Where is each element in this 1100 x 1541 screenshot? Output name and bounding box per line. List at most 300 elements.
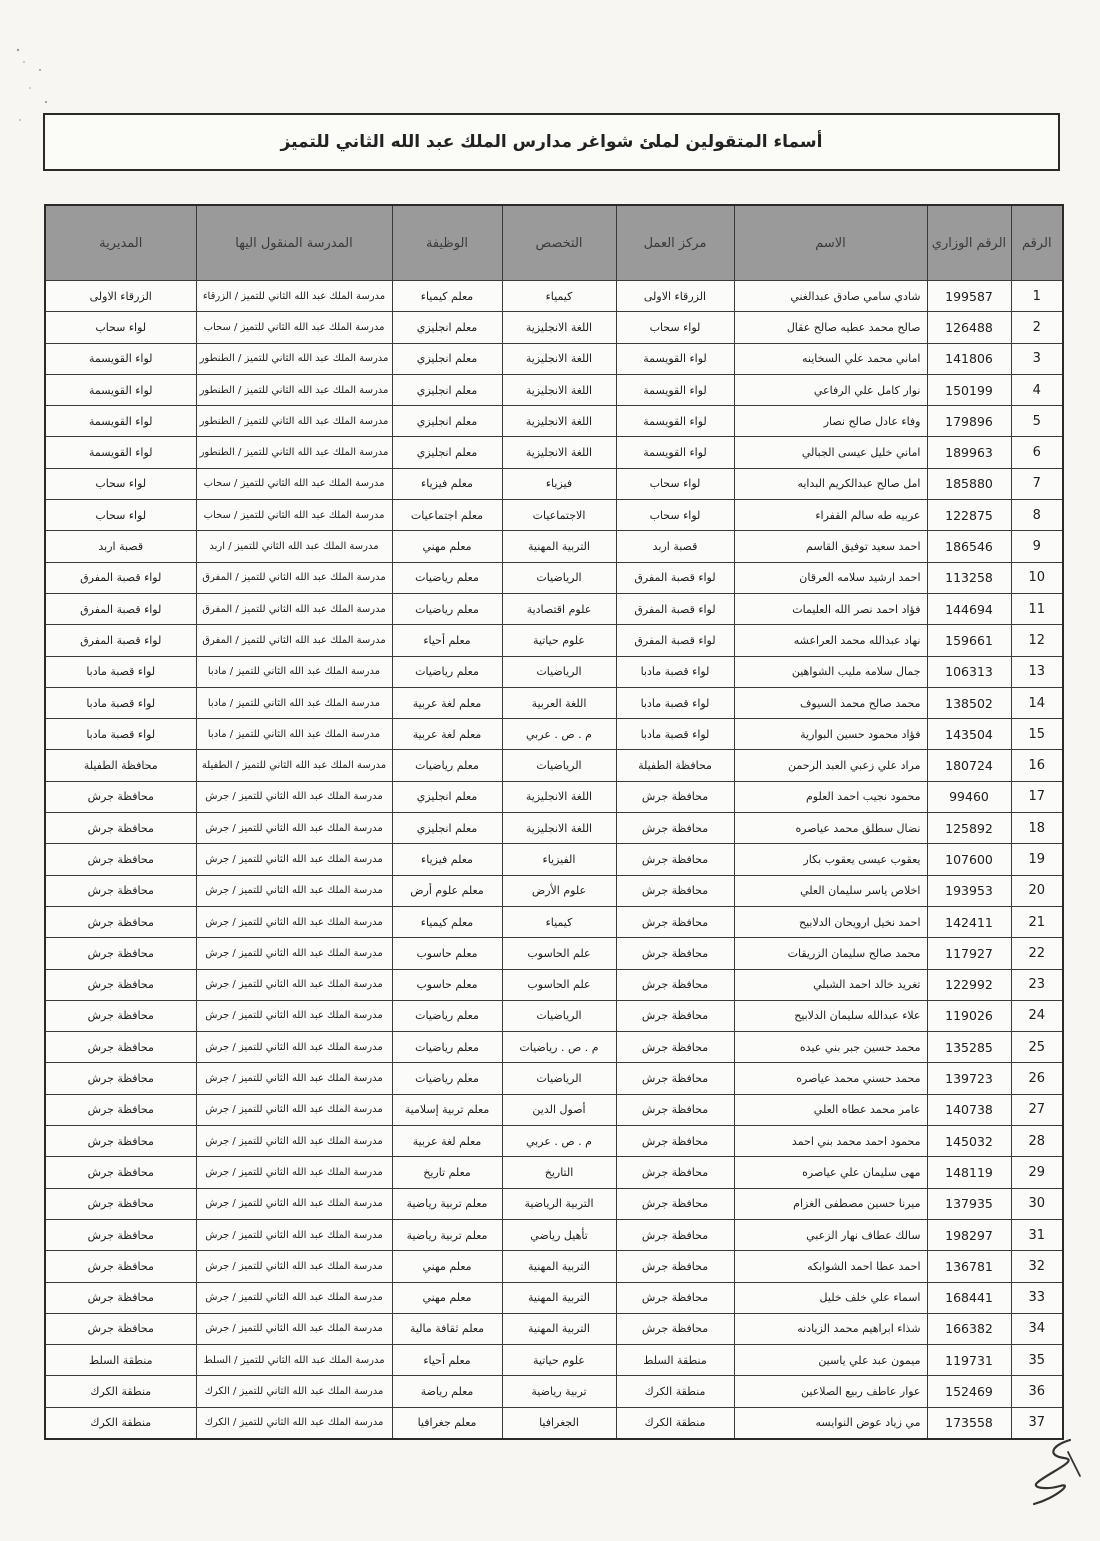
job-title-cell: معلم رياضيات	[392, 1000, 502, 1031]
specialization-cell: م . ص . رياضيات	[502, 1032, 616, 1063]
directorate-cell: محافظة جرش	[45, 844, 196, 875]
row-number-cell: 23	[1011, 969, 1063, 1000]
national-id-cell: 148119	[927, 1157, 1011, 1188]
row-number-cell: 22	[1011, 938, 1063, 969]
directorate-cell: لواء قصبة المفرق	[45, 593, 196, 624]
directorate-cell: محافظة جرش	[45, 1126, 196, 1157]
destination-school-cell: مدرسة الملك عبد الله الثاني للتميز / جرش	[196, 1157, 392, 1188]
national-id-cell: 145032	[927, 1126, 1011, 1157]
table-row	[45, 531, 1063, 562]
work-center-cell: محافظة جرش	[616, 1251, 734, 1282]
employee-name-cell: نهاد عبدالله محمد العراعشه	[734, 625, 927, 656]
title-box	[43, 113, 1060, 171]
national-id-cell: 119731	[927, 1345, 1011, 1376]
destination-school-cell: مدرسة الملك عبد الله الثاني للتميز / اربد	[196, 531, 392, 562]
employee-name-cell: احمد عطا احمد الشوابكه	[734, 1251, 927, 1282]
specialization-cell: اللغة الانجليزية	[502, 312, 616, 343]
row-number-cell: 24	[1011, 1000, 1063, 1031]
job-title-cell: معلم مهني	[392, 531, 502, 562]
table-header-row	[45, 205, 1063, 281]
row-number-cell: 37	[1011, 1407, 1063, 1439]
table-row	[45, 593, 1063, 624]
row-number-cell: 33	[1011, 1282, 1063, 1313]
national-id-cell: 168441	[927, 1282, 1011, 1313]
destination-school-cell: مدرسة الملك عبد الله الثاني للتميز / مادبا	[196, 719, 392, 750]
table-row	[45, 844, 1063, 875]
work-center-cell: محافظة جرش	[616, 844, 734, 875]
directorate-cell: محافظة جرش	[45, 1157, 196, 1188]
row-number-cell: 5	[1011, 406, 1063, 437]
table-row	[45, 687, 1063, 718]
row-number-cell: 13	[1011, 656, 1063, 687]
row-number-cell: 4	[1011, 374, 1063, 405]
work-center-cell: لواء قصبة مادبا	[616, 719, 734, 750]
signature-mark	[1020, 1432, 1100, 1512]
directorate-cell: لواء قصبة المفرق	[45, 625, 196, 656]
national-id-cell: 119026	[927, 1000, 1011, 1031]
table-row	[45, 781, 1063, 812]
work-center-cell: منطقة السلط	[616, 1345, 734, 1376]
employee-name-cell: احمد سعيد توفيق القاسم	[734, 531, 927, 562]
row-number-cell: 9	[1011, 531, 1063, 562]
destination-school-cell: مدرسة الملك عبد الله الثاني للتميز / جرش	[196, 906, 392, 937]
specialization-cell: علوم حياتية	[502, 625, 616, 656]
work-center-cell: محافظة جرش	[616, 1188, 734, 1219]
specialization-cell: التربية المهنية	[502, 1282, 616, 1313]
work-center-cell: قصبة اربد	[616, 531, 734, 562]
employee-name-cell: عامر محمد عطاه العلي	[734, 1094, 927, 1125]
row-number-cell: 17	[1011, 781, 1063, 812]
table-row	[45, 1376, 1063, 1407]
destination-school-cell: مدرسة الملك عبد الله الثاني للتميز / جرش	[196, 813, 392, 844]
directorate-cell: محافظة جرش	[45, 781, 196, 812]
row-number-cell: 11	[1011, 593, 1063, 624]
employee-name-cell: وفاء عادل صالح نصار	[734, 406, 927, 437]
work-center-cell: محافظة جرش	[616, 1219, 734, 1250]
work-center-cell: لواء القويسمة	[616, 406, 734, 437]
employee-name-cell: يعقوب عيسى يعقوب بكار	[734, 844, 927, 875]
job-title-cell: معلم اجتماعيات	[392, 500, 502, 531]
table-row	[45, 813, 1063, 844]
header-cell: التخصص	[502, 205, 616, 281]
specialization-cell: كيمياء	[502, 906, 616, 937]
national-id-cell: 142411	[927, 906, 1011, 937]
national-id-cell: 140738	[927, 1094, 1011, 1125]
destination-school-cell: مدرسة الملك عبد الله الثاني للتميز / جرش	[196, 1032, 392, 1063]
national-id-cell: 138502	[927, 687, 1011, 718]
directorate-cell: منطقة الكرك	[45, 1376, 196, 1407]
employee-name-cell: محمد صالح سليمان الزريقات	[734, 938, 927, 969]
transfer-table	[44, 204, 1064, 1440]
job-title-cell: معلم رياضة	[392, 1376, 502, 1407]
specialization-cell: اللغة العربية	[502, 687, 616, 718]
specialization-cell: علوم حياتية	[502, 1345, 616, 1376]
specialization-cell: فيزياء	[502, 468, 616, 499]
work-center-cell: محافظة جرش	[616, 906, 734, 937]
row-number-cell: 16	[1011, 750, 1063, 781]
header-cell: مركز العمل	[616, 205, 734, 281]
employee-name-cell: محمد صالح محمد السيوف	[734, 687, 927, 718]
job-title-cell: معلم رياضيات	[392, 562, 502, 593]
destination-school-cell: مدرسة الملك عبد الله الثاني للتميز / السلط	[196, 1345, 392, 1376]
job-title-cell: معلم كيمياء	[392, 906, 502, 937]
national-id-cell: 179896	[927, 406, 1011, 437]
employee-name-cell: محمود نجيب احمد العلوم	[734, 781, 927, 812]
specialization-cell: التربية المهنية	[502, 531, 616, 562]
specialization-cell: علم الحاسوب	[502, 938, 616, 969]
row-number-cell: 12	[1011, 625, 1063, 656]
directorate-cell: لواء سحاب	[45, 468, 196, 499]
job-title-cell: معلم رياضيات	[392, 656, 502, 687]
employee-name-cell: احمد ارشيد سلامه العرقان	[734, 562, 927, 593]
table-row	[45, 1000, 1063, 1031]
table-row	[45, 1313, 1063, 1344]
employee-name-cell: تغريد خالد احمد الشبلي	[734, 969, 927, 1000]
job-title-cell: معلم لغة عربية	[392, 1126, 502, 1157]
directorate-cell: منطقة السلط	[45, 1345, 196, 1376]
row-number-cell: 35	[1011, 1345, 1063, 1376]
employee-name-cell: اسماء علي خلف خليل	[734, 1282, 927, 1313]
table-row	[45, 1251, 1063, 1282]
destination-school-cell: مدرسة الملك عبد الله الثاني للتميز / الكرك	[196, 1376, 392, 1407]
row-number-cell: 31	[1011, 1219, 1063, 1250]
employee-name-cell: امل صالح عبدالكريم البدايه	[734, 468, 927, 499]
header-cell: المديرية	[45, 205, 196, 281]
national-id-cell: 143504	[927, 719, 1011, 750]
national-id-cell: 152469	[927, 1376, 1011, 1407]
table-row	[45, 938, 1063, 969]
national-id-cell: 136781	[927, 1251, 1011, 1282]
national-id-cell: 198297	[927, 1219, 1011, 1250]
directorate-cell: لواء القويسمة	[45, 437, 196, 468]
specialization-cell: التاريخ	[502, 1157, 616, 1188]
destination-school-cell: مدرسة الملك عبد الله الثاني للتميز / الزرقاء	[196, 281, 392, 312]
national-id-cell: 122875	[927, 500, 1011, 531]
work-center-cell: لواء سحاب	[616, 500, 734, 531]
employee-name-cell: اخلاص ياسر سليمان العلي	[734, 875, 927, 906]
row-number-cell: 10	[1011, 562, 1063, 593]
employee-name-cell: محمود احمد محمد بني احمد	[734, 1126, 927, 1157]
job-title-cell: معلم جغرافيا	[392, 1407, 502, 1439]
table-row	[45, 406, 1063, 437]
specialization-cell: الرياضيات	[502, 562, 616, 593]
work-center-cell: محافظة جرش	[616, 875, 734, 906]
row-number-cell: 34	[1011, 1313, 1063, 1344]
national-id-cell: 185880	[927, 468, 1011, 499]
job-title-cell: معلم حاسوب	[392, 969, 502, 1000]
national-id-cell: 173558	[927, 1407, 1011, 1439]
employee-name-cell: مهى سليمان علي عياصره	[734, 1157, 927, 1188]
destination-school-cell: مدرسة الملك عبد الله الثاني للتميز / جرش	[196, 1313, 392, 1344]
national-id-cell: 141806	[927, 343, 1011, 374]
national-id-cell: 113258	[927, 562, 1011, 593]
national-id-cell: 144694	[927, 593, 1011, 624]
directorate-cell: الزرقاء الاولى	[45, 281, 196, 312]
destination-school-cell: مدرسة الملك عبد الله الثاني للتميز / جرش	[196, 1000, 392, 1031]
employee-name-cell: محمد حسين جبر بني عيده	[734, 1032, 927, 1063]
header-cell: الرقم	[1011, 205, 1063, 281]
employee-name-cell: فؤاد محمود حسين البوارية	[734, 719, 927, 750]
destination-school-cell: مدرسة الملك عبد الله الثاني للتميز / جرش	[196, 1094, 392, 1125]
directorate-cell: قصبة اربد	[45, 531, 196, 562]
directorate-cell: لواء القويسمة	[45, 406, 196, 437]
work-center-cell: محافظة جرش	[616, 1094, 734, 1125]
row-number-cell: 2	[1011, 312, 1063, 343]
job-title-cell: معلم ثقافة مالية	[392, 1313, 502, 1344]
destination-school-cell: مدرسة الملك عبد الله الثاني للتميز / جرش	[196, 1126, 392, 1157]
header-cell: الرقم الوزاري	[927, 205, 1011, 281]
national-id-cell: 159661	[927, 625, 1011, 656]
job-title-cell: معلم رياضيات	[392, 593, 502, 624]
national-id-cell: 139723	[927, 1063, 1011, 1094]
specialization-cell: الفيزياء	[502, 844, 616, 875]
employee-name-cell: نضال سطلق محمد عياصره	[734, 813, 927, 844]
row-number-cell: 18	[1011, 813, 1063, 844]
table-row	[45, 1188, 1063, 1219]
employee-name-cell: احمد نخيل ارويحان الدلابيح	[734, 906, 927, 937]
table-row	[45, 1157, 1063, 1188]
row-number-cell: 1	[1011, 281, 1063, 312]
destination-school-cell: مدرسة الملك عبد الله الثاني للتميز / مادبا	[196, 687, 392, 718]
work-center-cell: الزرقاء الاولى	[616, 281, 734, 312]
destination-school-cell: مدرسة الملك عبد الله الثاني للتميز / الطنطور	[196, 343, 392, 374]
national-id-cell: 150199	[927, 374, 1011, 405]
destination-school-cell: مدرسة الملك عبد الله الثاني للتميز / المفرق	[196, 625, 392, 656]
specialization-cell: الرياضيات	[502, 750, 616, 781]
destination-school-cell: مدرسة الملك عبد الله الثاني للتميز / المفرق	[196, 562, 392, 593]
job-title-cell: معلم انجليزي	[392, 781, 502, 812]
job-title-cell: معلم فيزياء	[392, 844, 502, 875]
work-center-cell: محافظة جرش	[616, 1032, 734, 1063]
national-id-cell: 117927	[927, 938, 1011, 969]
directorate-cell: محافظة جرش	[45, 1251, 196, 1282]
header-cell: المدرسة المنقول اليها	[196, 205, 392, 281]
directorate-cell: لواء القويسمة	[45, 343, 196, 374]
directorate-cell: لواء قصبة مادبا	[45, 719, 196, 750]
specialization-cell: أصول الدين	[502, 1094, 616, 1125]
job-title-cell: معلم مهني	[392, 1251, 502, 1282]
table-row	[45, 1126, 1063, 1157]
work-center-cell: محافظة جرش	[616, 813, 734, 844]
directorate-cell: محافظة جرش	[45, 1219, 196, 1250]
job-title-cell: معلم فيزياء	[392, 468, 502, 499]
specialization-cell: الرياضيات	[502, 1063, 616, 1094]
job-title-cell: معلم مهني	[392, 1282, 502, 1313]
destination-school-cell: مدرسة الملك عبد الله الثاني للتميز / جرش	[196, 969, 392, 1000]
specialization-cell: اللغة الانجليزية	[502, 406, 616, 437]
row-number-cell: 26	[1011, 1063, 1063, 1094]
work-center-cell: منطقة الكرك	[616, 1376, 734, 1407]
table-body	[45, 281, 1063, 1439]
table-row	[45, 500, 1063, 531]
job-title-cell: معلم تربية رياضية	[392, 1188, 502, 1219]
directorate-cell: منطقة الكرك	[45, 1407, 196, 1439]
row-number-cell: 25	[1011, 1032, 1063, 1063]
national-id-cell: 122992	[927, 969, 1011, 1000]
destination-school-cell: مدرسة الملك عبد الله الثاني للتميز / جرش	[196, 781, 392, 812]
specialization-cell: علوم اقتصادية	[502, 593, 616, 624]
directorate-cell: محافظة جرش	[45, 1032, 196, 1063]
table-row	[45, 719, 1063, 750]
directorate-cell: محافظة جرش	[45, 906, 196, 937]
directorate-cell: محافظة جرش	[45, 1188, 196, 1219]
job-title-cell: معلم كيمياء	[392, 281, 502, 312]
national-id-cell: 126488	[927, 312, 1011, 343]
job-title-cell: معلم تربية إسلامية	[392, 1094, 502, 1125]
employee-name-cell: اماني محمد علي السخاينه	[734, 343, 927, 374]
job-title-cell: معلم انجليزي	[392, 406, 502, 437]
employee-name-cell: جمال سلامه مليب الشواهين	[734, 656, 927, 687]
work-center-cell: محافظة جرش	[616, 1157, 734, 1188]
work-center-cell: لواء القويسمة	[616, 437, 734, 468]
specialization-cell: التربية الرياضية	[502, 1188, 616, 1219]
job-title-cell: معلم انجليزي	[392, 343, 502, 374]
job-title-cell: معلم انجليزي	[392, 312, 502, 343]
header-cell: الاسم	[734, 205, 927, 281]
table-row	[45, 437, 1063, 468]
destination-school-cell: مدرسة الملك عبد الله الثاني للتميز / سحاب	[196, 468, 392, 499]
destination-school-cell: مدرسة الملك عبد الله الثاني للتميز / المفرق	[196, 593, 392, 624]
specialization-cell: علوم الأرض	[502, 875, 616, 906]
work-center-cell: لواء سحاب	[616, 468, 734, 499]
specialization-cell: الرياضيات	[502, 1000, 616, 1031]
work-center-cell: لواء سحاب	[616, 312, 734, 343]
work-center-cell: محافظة جرش	[616, 1313, 734, 1344]
work-center-cell: محافظة جرش	[616, 1000, 734, 1031]
work-center-cell: محافظة الطفيلة	[616, 750, 734, 781]
specialization-cell: م . ص . عربي	[502, 1126, 616, 1157]
table-row	[45, 281, 1063, 312]
national-id-cell: 135285	[927, 1032, 1011, 1063]
directorate-cell: محافظة جرش	[45, 1000, 196, 1031]
national-id-cell: 106313	[927, 656, 1011, 687]
row-number-cell: 15	[1011, 719, 1063, 750]
employee-name-cell: ميرنا حسين مصطفى الغزام	[734, 1188, 927, 1219]
row-number-cell: 30	[1011, 1188, 1063, 1219]
row-number-cell: 29	[1011, 1157, 1063, 1188]
employee-name-cell: مي زياد عوض النوايسه	[734, 1407, 927, 1439]
work-center-cell: محافظة جرش	[616, 969, 734, 1000]
job-title-cell: معلم تاريخ	[392, 1157, 502, 1188]
table-row	[45, 625, 1063, 656]
specialization-cell: اللغة الانجليزية	[502, 343, 616, 374]
destination-school-cell: مدرسة الملك عبد الله الثاني للتميز / جرش	[196, 1219, 392, 1250]
table-row	[45, 1032, 1063, 1063]
table-row	[45, 1094, 1063, 1125]
employee-name-cell: نوار كامل علي الرفاعي	[734, 374, 927, 405]
table-row	[45, 374, 1063, 405]
table-row	[45, 750, 1063, 781]
employee-name-cell: شادي سامي صادق عبدالغني	[734, 281, 927, 312]
table-row	[45, 1219, 1063, 1250]
job-title-cell: معلم رياضيات	[392, 1063, 502, 1094]
row-number-cell: 14	[1011, 687, 1063, 718]
work-center-cell: محافظة جرش	[616, 1126, 734, 1157]
directorate-cell: لواء سحاب	[45, 312, 196, 343]
job-title-cell: معلم أحياء	[392, 1345, 502, 1376]
directorate-cell: محافظة جرش	[45, 1282, 196, 1313]
employee-name-cell: مراد علي زعبي العبد الرحمن	[734, 750, 927, 781]
row-number-cell: 6	[1011, 437, 1063, 468]
directorate-cell: لواء قصبة مادبا	[45, 656, 196, 687]
specialization-cell: كيمياء	[502, 281, 616, 312]
table-row	[45, 1282, 1063, 1313]
work-center-cell: منطقة الكرك	[616, 1407, 734, 1439]
work-center-cell: لواء قصبة المفرق	[616, 593, 734, 624]
directorate-cell: لواء القويسمة	[45, 374, 196, 405]
job-title-cell: معلم انجليزي	[392, 374, 502, 405]
job-title-cell: معلم رياضيات	[392, 1032, 502, 1063]
job-title-cell: معلم انجليزي	[392, 813, 502, 844]
row-number-cell: 32	[1011, 1251, 1063, 1282]
job-title-cell: معلم علوم أرض	[392, 875, 502, 906]
row-number-cell: 21	[1011, 906, 1063, 937]
destination-school-cell: مدرسة الملك عبد الله الثاني للتميز / جرش	[196, 1063, 392, 1094]
table-row	[45, 656, 1063, 687]
job-title-cell: معلم أحياء	[392, 625, 502, 656]
table-row	[45, 906, 1063, 937]
specialization-cell: تأهيل رياضي	[502, 1219, 616, 1250]
directorate-cell: لواء قصبة مادبا	[45, 687, 196, 718]
specialization-cell: تربية رياضية	[502, 1376, 616, 1407]
national-id-cell: 99460	[927, 781, 1011, 812]
work-center-cell: محافظة جرش	[616, 781, 734, 812]
destination-school-cell: مدرسة الملك عبد الله الثاني للتميز / جرش	[196, 1251, 392, 1282]
work-center-cell: لواء قصبة مادبا	[616, 656, 734, 687]
national-id-cell: 189963	[927, 437, 1011, 468]
work-center-cell: محافظة جرش	[616, 938, 734, 969]
table-row	[45, 1345, 1063, 1376]
destination-school-cell: مدرسة الملك عبد الله الثاني للتميز / الطنطور	[196, 374, 392, 405]
work-center-cell: محافظة جرش	[616, 1282, 734, 1313]
employee-name-cell: محمد حسني محمد عياصره	[734, 1063, 927, 1094]
directorate-cell: محافظة جرش	[45, 875, 196, 906]
national-id-cell: 166382	[927, 1313, 1011, 1344]
row-number-cell: 36	[1011, 1376, 1063, 1407]
specialization-cell: م . ص . عربي	[502, 719, 616, 750]
directorate-cell: لواء سحاب	[45, 500, 196, 531]
row-number-cell: 28	[1011, 1126, 1063, 1157]
directorate-cell: محافظة جرش	[45, 1313, 196, 1344]
header-cell: الوظيفة	[392, 205, 502, 281]
specialization-cell: التربية المهنية	[502, 1251, 616, 1282]
national-id-cell: 107600	[927, 844, 1011, 875]
employee-name-cell: سالك عطاف نهار الزعبي	[734, 1219, 927, 1250]
destination-school-cell: مدرسة الملك عبد الله الثاني للتميز / جرش	[196, 938, 392, 969]
directorate-cell: لواء قصبة المفرق	[45, 562, 196, 593]
specialization-cell: الاجتماعيات	[502, 500, 616, 531]
row-number-cell: 7	[1011, 468, 1063, 499]
row-number-cell: 8	[1011, 500, 1063, 531]
table-row	[45, 1063, 1063, 1094]
job-title-cell: معلم انجليزي	[392, 437, 502, 468]
employee-name-cell: ميمون عبد علي ياسين	[734, 1345, 927, 1376]
employee-name-cell: علاء عبدالله سليمان الدلابيح	[734, 1000, 927, 1031]
table-row	[45, 312, 1063, 343]
row-number-cell: 3	[1011, 343, 1063, 374]
destination-school-cell: مدرسة الملك عبد الله الثاني للتميز / جرش	[196, 844, 392, 875]
employee-name-cell: شذاء ابراهيم محمد الزيادنه	[734, 1313, 927, 1344]
directorate-cell: محافظة الطفيلة	[45, 750, 196, 781]
employee-name-cell: عربيه طه سالم القفراء	[734, 500, 927, 531]
directorate-cell: محافظة جرش	[45, 969, 196, 1000]
row-number-cell: 20	[1011, 875, 1063, 906]
destination-school-cell: مدرسة الملك عبد الله الثاني للتميز / مادبا	[196, 656, 392, 687]
table-row	[45, 343, 1063, 374]
national-id-cell: 180724	[927, 750, 1011, 781]
destination-school-cell: مدرسة الملك عبد الله الثاني للتميز / سحاب	[196, 312, 392, 343]
job-title-cell: معلم لغة عربية	[392, 687, 502, 718]
